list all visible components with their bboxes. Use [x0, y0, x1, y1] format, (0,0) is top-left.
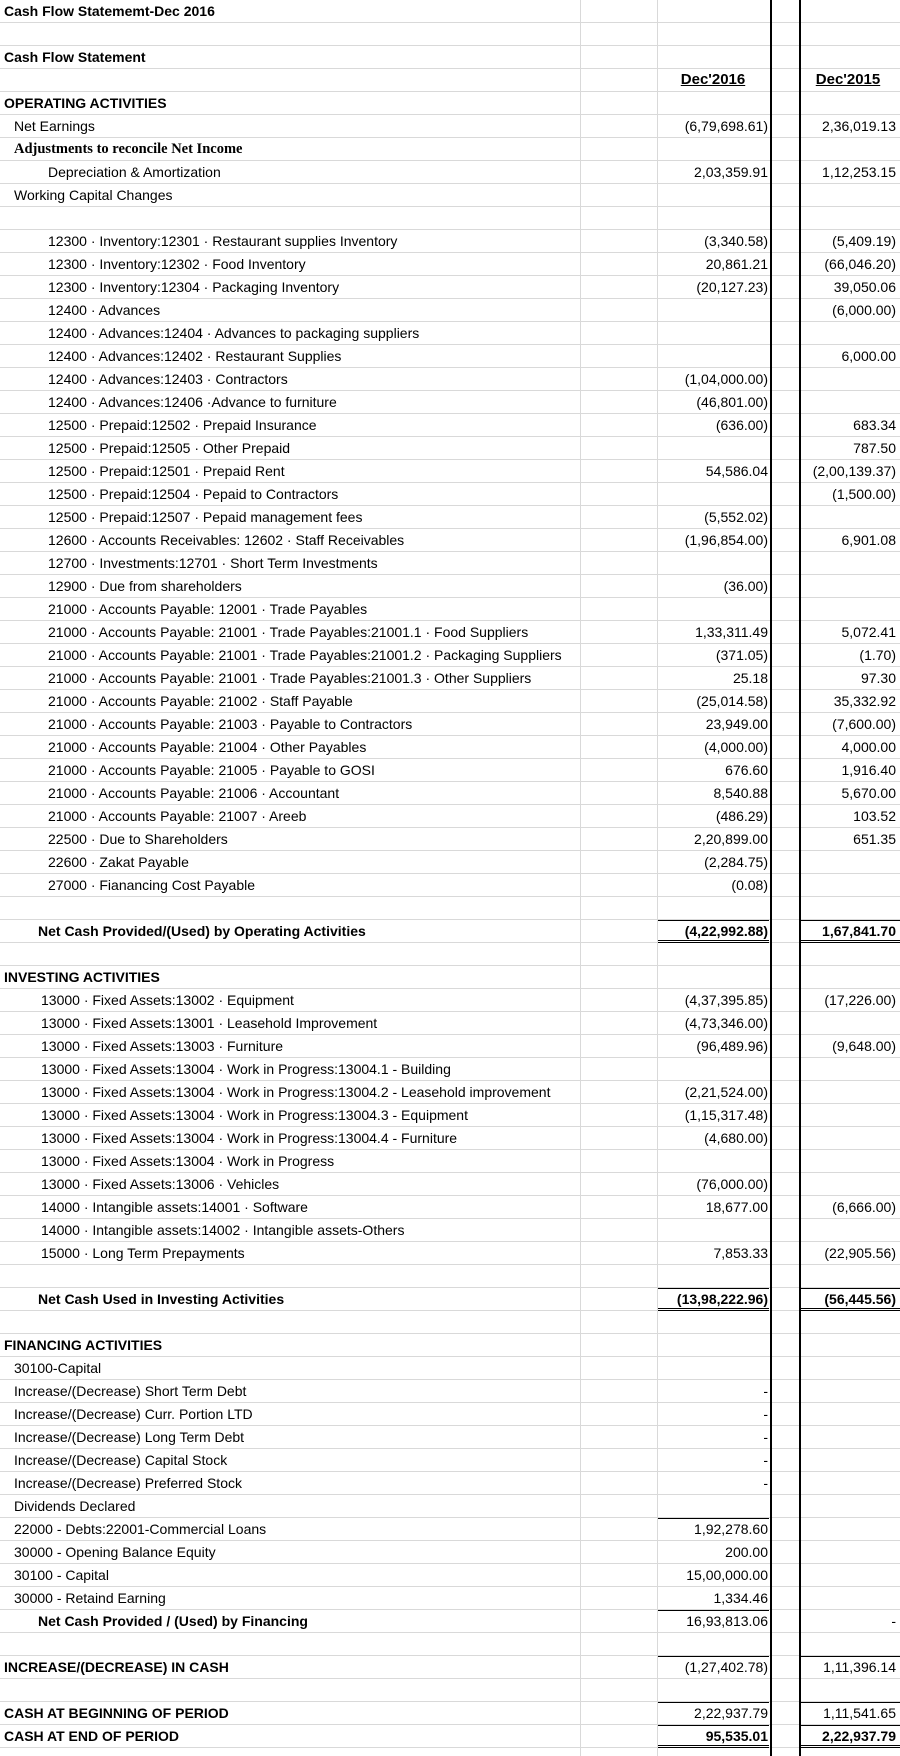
statement-row: [0, 276, 900, 299]
statement-row: [0, 138, 900, 161]
total-row: [0, 920, 900, 943]
row-label: 30000 - Opening Balance Equity: [14, 1544, 216, 1560]
row-label: 13000 · Fixed Assets:13004 · Work in Progress:13004.3 - Equipment: [41, 1107, 468, 1123]
statement-row: [0, 1127, 900, 1150]
row-label: 22000 - Debts:22001-Commercial Loans: [14, 1521, 267, 1537]
value-dec-2016: 25.18: [732, 670, 768, 686]
value-dec-2015: 1,11,396.14: [823, 1659, 896, 1675]
value-dec-2015: (66,046.20): [824, 256, 896, 272]
statement-row: [0, 1196, 900, 1219]
blank-row: [0, 1633, 900, 1656]
row-label: 12400 · Advances:12406 ·Advance to furniture: [48, 394, 337, 410]
row-label: 12500 · Prepaid:12501 · Prepaid Rent: [48, 463, 285, 479]
value-dec-2016: 1,92,278.60: [694, 1521, 768, 1537]
value-dec-2015: 5,670.00: [841, 785, 896, 801]
row-label: Net Earnings: [14, 118, 95, 134]
statement-row: [0, 759, 900, 782]
value-dec-2015: 2,36,019.13: [822, 118, 896, 134]
row-label: Net Cash Provided / (Used) by Financing: [38, 1613, 308, 1629]
value-dec-2016: (36.00): [723, 578, 768, 594]
row-label: 13000 · Fixed Assets:13004 · Work in Progress:13004.1 - Building: [41, 1061, 451, 1077]
row-label: 12400 · Advances:12402 · Restaurant Supplies: [48, 348, 342, 364]
row-label: 14000 · Intangible assets:14001 · Software: [41, 1199, 308, 1215]
row-label: FINANCING ACTIVITIES: [4, 1337, 163, 1353]
value-dec-2016: 95,535.01: [705, 1728, 768, 1744]
value-dec-2015: 683.34: [853, 417, 896, 433]
row-label: 13000 · Fixed Assets:13004 · Work in Progress: [41, 1153, 335, 1169]
statement-row: [0, 322, 900, 345]
statement-row: [0, 1058, 900, 1081]
value-dec-2016: (4,680.00): [704, 1130, 768, 1146]
value-dec-2016: (1,27,402.78): [684, 1659, 768, 1675]
value-dec-2015: (5,409.19): [832, 233, 896, 249]
value-dec-2016: -: [763, 1452, 768, 1468]
row-label: Working Capital Changes: [14, 187, 173, 203]
statement-row: [0, 989, 900, 1012]
total-row: [0, 1656, 900, 1679]
section-header: [0, 966, 900, 989]
row-label: 21000 · Accounts Payable: 21001 · Trade Payables:21001.2 · Packaging Suppliers: [48, 647, 562, 663]
blank-row: [0, 1679, 900, 1702]
row-label: Adjustments to reconcile Net Income: [14, 141, 243, 157]
statement-row: [0, 184, 900, 207]
value-dec-2016: (2,284.75): [704, 854, 768, 870]
value-dec-2016: 18,677.00: [705, 1199, 768, 1215]
statement-row: [0, 713, 900, 736]
row-label: 12600 · Accounts Receivables: 12602 · Staff Receivables: [48, 532, 405, 548]
row-label: 13000 · Fixed Assets:13003 · Furniture: [41, 1038, 284, 1054]
value-dec-2016: (0.08): [731, 877, 768, 893]
statement-row: [0, 69, 900, 92]
statement-row: [0, 368, 900, 391]
statement-row: [0, 782, 900, 805]
statement-row: [0, 391, 900, 414]
statement-row: [0, 874, 900, 897]
statement-row: [0, 483, 900, 506]
value-dec-2015: (2,00,139.37): [812, 463, 896, 479]
row-label: 13000 · Fixed Assets:13001 · Leasehold Improvement: [41, 1015, 378, 1031]
value-dec-2015: (1.70): [859, 647, 896, 663]
total-border: [658, 1702, 769, 1703]
value-dec-2015: (22,905.56): [824, 1245, 896, 1261]
row-label: 21000 · Accounts Payable: 21006 · Accountant: [48, 785, 340, 801]
value-dec-2015: (6,000.00): [832, 302, 896, 318]
value-dec-2016: (1,04,000.00): [684, 371, 768, 387]
row-label: 12500 · Prepaid:12505 · Other Prepaid: [48, 440, 291, 456]
value-dec-2015: 1,67,841.70: [822, 923, 896, 939]
blank-row: [0, 207, 900, 230]
row-label: Net Cash Used in Investing Activities: [38, 1291, 285, 1307]
statement-row: [0, 529, 900, 552]
statement-row: [0, 1173, 900, 1196]
total-border: [658, 1725, 769, 1748]
statement-row: [0, 1403, 900, 1426]
row-label: 12300 · Inventory:12304 · Packaging Inventory: [48, 279, 340, 295]
value-dec-2016: -: [763, 1383, 768, 1399]
row-label: CASH AT END OF PERIOD: [4, 1728, 180, 1744]
value-dec-2015: 35,332.92: [833, 693, 896, 709]
total-border: [801, 1656, 900, 1657]
row-label: 21000 · Accounts Payable: 21002 · Staff Payable: [48, 693, 353, 709]
row-label: 12300 · Inventory:12301 · Restaurant supplies Inventory: [48, 233, 398, 249]
row-label: 27000 · Fianancing Cost Payable: [48, 877, 256, 893]
statement-row: [0, 1150, 900, 1173]
row-label: 13000 · Fixed Assets:13002 · Equipment: [41, 992, 294, 1008]
value-dec-2016: (486.29): [715, 808, 768, 824]
value-dec-2016: (96,489.96): [696, 1038, 768, 1054]
value-dec-2015: 97.30: [860, 670, 896, 686]
value-dec-2016: (4,73,346.00): [684, 1015, 768, 1031]
blank-row: [0, 897, 900, 920]
row-label: 12400 · Advances:12404 · Advances to packaging suppliers: [48, 325, 420, 341]
value-dec-2015: 787.50: [853, 440, 896, 456]
value-dec-2016: (2,21,524.00): [684, 1084, 768, 1100]
row-label: Depreciation & Amortization: [48, 164, 221, 180]
row-label: OPERATING ACTIVITIES: [4, 95, 167, 111]
value-dec-2016: 7,853.33: [713, 1245, 768, 1261]
row-label: 21000 · Accounts Payable: 21007 · Areeb: [48, 808, 307, 824]
value-dec-2015: 5,072.41: [841, 624, 896, 640]
value-dec-2015: 1,11,541.65: [823, 1705, 896, 1721]
total-border: [801, 1288, 900, 1311]
statement-row: [0, 621, 900, 644]
row-label: Increase/(Decrease) Preferred Stock: [14, 1475, 242, 1491]
blank-row: [0, 943, 900, 966]
row-label: 12500 · Prepaid:12504 · Pepaid to Contractors: [48, 486, 339, 502]
row-label: 12400 · Advances: [48, 302, 161, 318]
value-dec-2016: (1,96,854.00): [684, 532, 768, 548]
row-label: 12500 · Prepaid:12502 · Prepaid Insurance: [48, 417, 317, 433]
value-dec-2016: (25,014.58): [696, 693, 768, 709]
row-label: 30100 - Capital: [14, 1567, 109, 1583]
section-header: [0, 92, 900, 115]
statement-row: [0, 46, 900, 69]
value-dec-2015: 103.52: [853, 808, 896, 824]
statement-row: [0, 1472, 900, 1495]
total-row: [0, 1288, 900, 1311]
statement-row: [0, 1219, 900, 1242]
statement-row: [0, 115, 900, 138]
value-dec-2016: 20,861.21: [705, 256, 768, 272]
total-border: [658, 920, 769, 943]
value-dec-2015: (56,445.56): [824, 1291, 896, 1307]
value-dec-2016: 2,22,937.79: [694, 1705, 768, 1721]
statement-row: [0, 736, 900, 759]
value-dec-2016: 23,949.00: [705, 716, 768, 732]
statement-row: [0, 1426, 900, 1449]
statement-row: [0, 667, 900, 690]
row-label: Dividends Declared: [14, 1498, 136, 1514]
value-dec-2016: (13,98,222.96): [676, 1291, 768, 1307]
value-dec-2016: (636.00): [715, 417, 768, 433]
row-label: Increase/(Decrease) Long Term Debt: [14, 1429, 245, 1445]
value-dec-2016: 16,93,813.06: [686, 1613, 768, 1629]
statement-row: [0, 460, 900, 483]
statement-row: [0, 1012, 900, 1035]
column-header: Dec'2016: [680, 71, 746, 88]
row-label: 21000 · Accounts Payable: 21003 · Payable to Contractors: [48, 716, 413, 732]
row-label: 12300 · Inventory:12302 · Food Inventory: [48, 256, 306, 272]
value-dec-2016: (4,000.00): [704, 739, 768, 755]
statement-row: [0, 690, 900, 713]
row-label: 12500 · Prepaid:12507 · Pepaid management fees: [48, 509, 363, 525]
statement-row: [0, 1242, 900, 1265]
column-header: Dec'2015: [815, 71, 881, 88]
statement-row: [0, 253, 900, 276]
value-dec-2016: -: [763, 1429, 768, 1445]
column-border: [770, 0, 772, 1756]
row-label: Cash Flow Statememt-Dec 2016: [4, 3, 215, 19]
value-dec-2016: (20,127.23): [696, 279, 768, 295]
row-label: 15000 · Long Term Prepayments: [41, 1245, 245, 1261]
value-dec-2015: 4,000.00: [841, 739, 896, 755]
row-label: 12700 · Investments:12701 · Short Term Investments: [48, 555, 378, 571]
row-label: 21000 · Accounts Payable: 21001 · Trade Payables:21001.1 · Food Suppliers: [48, 624, 529, 640]
value-dec-2015: 651.35: [853, 831, 896, 847]
row-label: 22600 · Zakat Payable: [48, 854, 189, 870]
row-label: Cash Flow Statement: [4, 49, 146, 65]
statement-row: [0, 1081, 900, 1104]
value-dec-2015: (17,226.00): [824, 992, 896, 1008]
value-dec-2016: -: [763, 1406, 768, 1422]
row-label: Increase/(Decrease) Short Term Debt: [14, 1383, 247, 1399]
statement-row: [0, 644, 900, 667]
statement-row: [0, 1541, 900, 1564]
value-dec-2016: (4,37,395.85): [684, 992, 768, 1008]
statement-row: [0, 1725, 900, 1748]
value-dec-2015: -: [891, 1613, 896, 1629]
statement-row: [0, 299, 900, 322]
statement-row: [0, 1518, 900, 1541]
row-label: 21000 · Accounts Payable: 12001 · Trade Payables: [48, 601, 368, 617]
statement-row: [0, 1380, 900, 1403]
row-label: 21000 · Accounts Payable: 21004 · Other Payables: [48, 739, 367, 755]
row-label: Net Cash Provided/(Used) by Operating Activities: [38, 923, 366, 939]
statement-row: [0, 506, 900, 529]
statement-row: [0, 1035, 900, 1058]
statement-row: [0, 437, 900, 460]
statement-row: [0, 828, 900, 851]
value-dec-2015: (1,500.00): [832, 486, 896, 502]
value-dec-2015: 39,050.06: [833, 279, 896, 295]
value-dec-2016: 1,334.46: [713, 1590, 768, 1606]
statement-row: [0, 1587, 900, 1610]
value-dec-2015: (7,600.00): [832, 716, 896, 732]
total-border: [801, 920, 900, 943]
value-dec-2015: (6,666.00): [832, 1199, 896, 1215]
row-label: INCREASE/(DECREASE) IN CASH: [4, 1659, 229, 1675]
row-label: Increase/(Decrease) Curr. Portion LTD: [14, 1406, 253, 1422]
row-label: 13000 · Fixed Assets:13004 · Work in Progress:13004.2 - Leasehold improvement: [41, 1084, 551, 1100]
value-dec-2016: (46,801.00): [696, 394, 768, 410]
total-row: [0, 1610, 900, 1633]
value-dec-2015: 1,916.40: [841, 762, 896, 778]
section-header: [0, 1334, 900, 1357]
row-label: 21000 · Accounts Payable: 21001 · Trade Payables:21001.3 · Other Suppliers: [48, 670, 532, 686]
statement-row: [0, 552, 900, 575]
statement-row: [0, 851, 900, 874]
row-label: 13000 · Fixed Assets:13004 · Work in Progress:13004.4 - Furniture: [41, 1130, 458, 1146]
row-label: 21000 · Accounts Payable: 21005 · Payable to GOSI: [48, 762, 375, 778]
value-dec-2016: (3,340.58): [704, 233, 768, 249]
value-dec-2016: (1,15,317.48): [684, 1107, 768, 1123]
row-label: 12400 · Advances:12403 · Contractors: [48, 371, 288, 387]
statement-row: [0, 1702, 900, 1725]
value-dec-2016: (5,552.02): [704, 509, 768, 525]
value-dec-2016: 8,540.88: [713, 785, 768, 801]
total-border: [801, 1725, 900, 1748]
value-dec-2016: 54,586.04: [705, 463, 768, 479]
total-border: [658, 1288, 769, 1311]
value-dec-2016: 676.60: [725, 762, 768, 778]
statement-row: [0, 598, 900, 621]
blank-row: [0, 23, 900, 46]
statement-row: [0, 1449, 900, 1472]
value-dec-2015: 2,22,937.79: [822, 1728, 896, 1744]
statement-row: [0, 0, 900, 23]
statement-row: [0, 414, 900, 437]
value-dec-2016: (6,79,698.61): [684, 118, 768, 134]
row-label: 14000 · Intangible assets:14002 · Intangible assets-Others: [41, 1222, 405, 1238]
statement-row: [0, 1104, 900, 1127]
row-label: INVESTING ACTIVITIES: [4, 969, 160, 985]
value-dec-2016: -: [763, 1475, 768, 1491]
value-dec-2016: (4,22,992.88): [684, 923, 768, 939]
statement-row: [0, 230, 900, 253]
value-dec-2015: 6,000.00: [841, 348, 896, 364]
row-label: 13000 · Fixed Assets:13006 · Vehicles: [41, 1176, 280, 1192]
value-dec-2016: (371.05): [715, 647, 768, 663]
total-border: [658, 1610, 769, 1611]
value-dec-2016: (76,000.00): [696, 1176, 768, 1192]
value-dec-2015: 6,901.08: [841, 532, 896, 548]
column-border: [799, 0, 801, 1756]
row-label: 12900 · Due from shareholders: [48, 578, 242, 594]
statement-row: [0, 805, 900, 828]
value-dec-2016: 2,03,359.91: [694, 164, 768, 180]
blank-row: [0, 1265, 900, 1288]
row-label: 22500 · Due to Shareholders: [48, 831, 228, 847]
row-label: CASH AT BEGINNING OF PERIOD: [4, 1705, 229, 1721]
row-label: 30000 - Retaind Earning: [14, 1590, 166, 1606]
row-label: 30100-Capital: [14, 1360, 102, 1376]
statement-row: [0, 345, 900, 368]
blank-row: [0, 1311, 900, 1334]
value-dec-2016: 200.00: [725, 1544, 768, 1560]
statement-row: [0, 1357, 900, 1380]
value-dec-2016: 2,20,899.00: [694, 831, 768, 847]
total-border: [658, 1656, 769, 1657]
total-border: [801, 1702, 900, 1703]
value-dec-2015: (9,648.00): [832, 1038, 896, 1054]
statement-row: [0, 161, 900, 184]
value-dec-2015: 1,12,253.15: [822, 164, 896, 180]
statement-row: [0, 1495, 900, 1518]
statement-row: [0, 1564, 900, 1587]
value-dec-2016: 1,33,311.49: [695, 624, 768, 640]
value-dec-2016: 15,00,000.00: [686, 1567, 768, 1583]
row-label: Increase/(Decrease) Capital Stock: [14, 1452, 228, 1468]
statement-row: [0, 575, 900, 598]
total-border: [658, 1518, 769, 1519]
